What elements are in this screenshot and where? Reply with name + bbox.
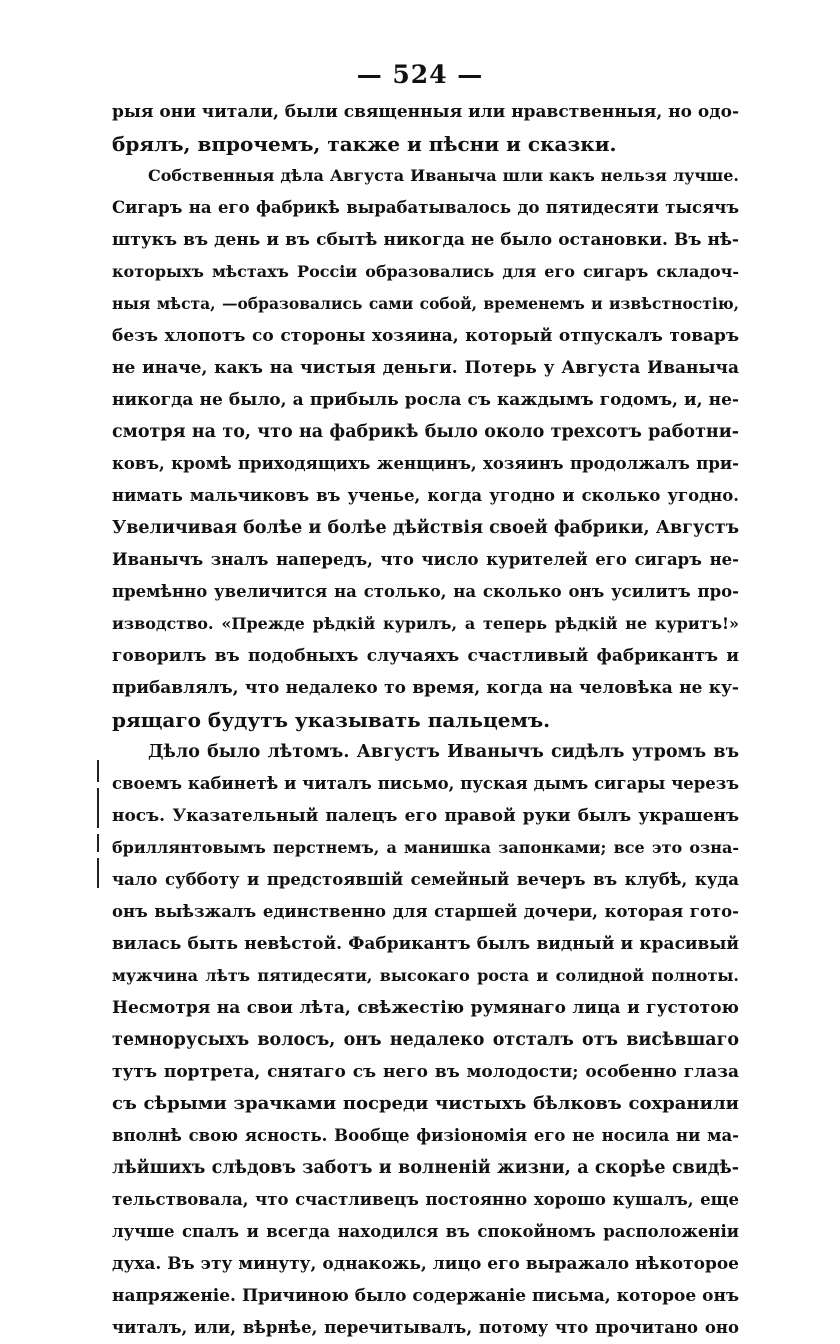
text-line: брялъ, впрочемъ, также и пѣсни и сказки. — [112, 132, 617, 156]
text-line: штукъ въ день и въ сбытѣ никогда не было остановки. Въ нѣ- — [112, 230, 739, 250]
text-line: духа. Въ эту минуту, однакожь, лицо его выражало нѣкоторое — [112, 1254, 739, 1274]
text-line: напряженіе. Причиною было содержаніе письма, которое онъ — [112, 1286, 739, 1306]
text-line: онъ выѣзжалъ единственно для старшей дочери, которая гото- — [112, 902, 739, 921]
text-line: вполнѣ свою ясность. Вообще физіономія его не носила ни ма- — [112, 1126, 739, 1145]
page-number: — 524 — — [356, 60, 484, 89]
text-line: смотря на то, что на фабрикѣ было около трехсотъ работни- — [112, 422, 739, 442]
margin-binding-mark — [97, 760, 100, 895]
text-line: Иванычъ зналъ напередъ, что число курителей его сигаръ не- — [112, 550, 739, 569]
text-line: лѣйшихъ слѣдовъ заботъ и волненій жизни, а скорѣе свидѣ- — [112, 1158, 739, 1178]
text-line: вилась быть невѣстой. Фабрикантъ былъ видный и красивый — [112, 934, 739, 954]
text-line: не иначе, какъ на чистыя деньги. Потерь у Августа Иваныча — [112, 358, 739, 378]
text-line: которыхъ мѣстахъ Россіи образовались для его сигаръ складоч- — [112, 262, 739, 281]
text-line: Увеличивая болѣе и болѣе дѣйствія своей фабрики, Августъ — [112, 518, 739, 538]
text-line: съ сѣрыми зрачками посреди чистыхъ бѣлковъ сохранили — [112, 1093, 739, 1114]
text-line: Дѣло было лѣтомъ. Августъ Иванычъ сидѣлъ утромъ въ — [148, 742, 739, 762]
text-line: Несмотря на свои лѣта, свѣжестію румянаго лица и густотою — [112, 998, 739, 1018]
text-line: носъ. Указательный палецъ его правой руки былъ украшенъ — [112, 806, 739, 826]
text-line: бриллянтовымъ перстнемъ, а манишка запонками; все это озна- — [112, 838, 739, 857]
text-line: говорилъ въ подобныхъ случаяхъ счастливый фабрикантъ и — [112, 646, 739, 666]
text-line: безъ хлопотъ со стороны хозяина, который отпускалъ товаръ — [112, 326, 739, 346]
text-line: тельствовала, что счастливецъ постоянно хорошо кушалъ, еще — [112, 1190, 739, 1209]
text-line: ковъ, кромѣ приходящихъ женщинъ, хозяинъ продолжалъ при- — [112, 454, 739, 473]
text-line: изводство. «Прежде рѣдкій курилъ, а теперь рѣдкій не куритъ!» — [112, 614, 739, 633]
body-text — [112, 96, 739, 1344]
text-line: мужчина лѣтъ пятидесяти, высокаго роста и солидной полноты. — [112, 966, 739, 985]
text-line: ныя мѣста, —образовались сами собой, временемъ и извѣстностію, — [112, 294, 739, 313]
text-line: Собственныя дѣла Августа Иваныча шли какъ нельзя лучше. — [148, 166, 739, 185]
text-line: премѣнно увеличится на столько, на сколько онъ усилитъ про- — [112, 582, 739, 601]
text-line: никогда не было, а прибыль росла съ каждымъ годомъ, и, не- — [112, 390, 739, 410]
text-line: чало субботу и предстоявшій семейный вечеръ въ клубѣ, куда — [112, 870, 739, 889]
text-line: нимать мальчиковъ въ ученье, когда угодно и сколько угодно. — [112, 486, 739, 505]
text-line: рящаго будутъ указывать пальцемъ. — [112, 708, 551, 732]
text-line: тутъ портрета, снятаго съ него въ молодости; особенно глаза — [112, 1062, 739, 1082]
text-line: рыя они читали, были священныя или нравственныя, но одо- — [112, 102, 739, 122]
text-line: прибавлялъ, что недалеко то время, когда на человѣка не ку- — [112, 678, 739, 698]
text-line: темнорусыхъ волосъ, онъ недалеко отсталъ отъ висѣвшаго — [112, 1030, 739, 1050]
text-line: лучше спалъ и всегда находился въ спокойномъ расположеніи — [112, 1222, 739, 1241]
text-line: своемъ кабинетѣ и читалъ письмо, пуская дымъ сигары черезъ — [112, 774, 739, 793]
text-line: Сигаръ на его фабрикѣ вырабатывалось до пятидесяти тысячъ — [112, 198, 739, 217]
text-line: читалъ, или, вѣрнѣе, перечитывалъ, потому что прочитано оно — [112, 1318, 739, 1337]
